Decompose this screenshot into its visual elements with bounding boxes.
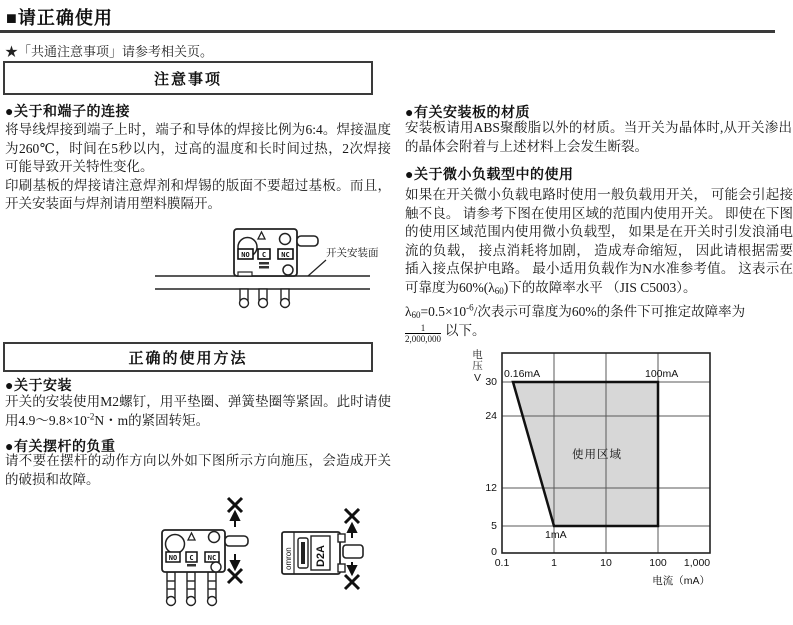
- annotation-016ma: 0.16mA: [504, 368, 541, 380]
- micro-load-text-2: )下的故障率水平 （JIS C5003）。: [503, 279, 697, 295]
- installation-text-1: 开关的安装使用M2螺钉，用平垫圈、弹簧垫圈等紧固。此时请使用4.9～9.8×10: [5, 394, 391, 428]
- terminal-c-label: C: [189, 554, 194, 562]
- installation-text-2: N・m的紧固转矩。: [94, 412, 210, 428]
- x-mark-icon: [345, 575, 359, 589]
- formula-text-3: 以下。: [445, 323, 486, 338]
- heading-installation: ●关于安装: [5, 377, 72, 393]
- slot-bar: [301, 542, 305, 564]
- x-tick-10: 10: [600, 557, 612, 569]
- fraction-1-over-2000000: [405, 323, 441, 345]
- usage-area-chart: [455, 345, 793, 595]
- section-box-notice: [3, 61, 373, 95]
- terminal-c-label: C: [261, 251, 267, 259]
- page-title: ■请正确使用: [6, 8, 113, 28]
- heading-terminal-connection: ●关于和端子的连接: [5, 103, 130, 119]
- fraction-numerator: 1: [405, 323, 441, 334]
- switch-foot: [238, 272, 252, 276]
- arrow-up-icon: [348, 524, 356, 532]
- x-tick-100: 100: [649, 557, 667, 569]
- star-note: ★「共通注意事项」请参考相关页。: [5, 44, 214, 59]
- title-rule: [0, 30, 775, 33]
- paragraph-board-material: [405, 119, 792, 156]
- arrow-down-icon: [231, 561, 239, 569]
- heading-micro-load: ●关于微小负载型中的使用: [405, 166, 574, 182]
- terminal-nc-label: NC: [281, 251, 290, 259]
- y-tick-30: 30: [485, 376, 497, 388]
- paragraph-text: 安装板请用ABS聚酸脂以外的材质。当开关为晶体时,从开关渗出的晶体会附着与上述材料上会发生断裂。: [405, 120, 792, 154]
- switch-hole: [166, 535, 185, 554]
- section-box-usage-label: 正确的使用方法: [128, 349, 248, 367]
- paragraph-lever-load: [5, 452, 391, 489]
- switch-pins: [240, 289, 290, 308]
- paragraph-text: [5, 393, 391, 430]
- section-box-notice-label: 注意事项: [153, 70, 222, 88]
- figure-lever-load: [130, 492, 410, 617]
- terminal-mark: [259, 266, 269, 269]
- switch-foot-circle: [283, 265, 293, 275]
- heading-board-material: ●有关安装板的材质: [405, 104, 530, 120]
- switch-foot-circle: [211, 562, 221, 572]
- heading-lever-load: ●有关摆杆的负重: [5, 438, 116, 454]
- terminal-no-label: NO: [168, 554, 178, 562]
- y-tick-0: 0: [491, 546, 497, 558]
- mounting-tab: [338, 564, 345, 572]
- y-tick-12: 12: [485, 482, 497, 494]
- switch-pins: [167, 572, 217, 606]
- terminal-mark: [187, 564, 196, 567]
- lever-load-drawing: [130, 492, 410, 617]
- actuator-lever: [343, 545, 363, 558]
- paragraph-text: 印刷基板的焊接请注意焊剂和焊锡的版面不要超过基板。而且，开关安装面与焊剂请用塑料膜隔开。: [5, 177, 391, 211]
- paragraph-text: 请不要在摆杆的动作方向以外如下图所示方向施压，会造成开关的破损和故障。: [5, 453, 391, 487]
- mounting-surface-label: 开关安装面: [326, 247, 379, 259]
- x-axis-label: 电流（mA）: [652, 575, 710, 587]
- paragraph-terminal-connection: [5, 121, 391, 214]
- switch-hole-small: [280, 234, 291, 245]
- micro-load-text-1: 如果在开关微小负载电路时使用一般负载用开关， 可能会引起接触不良。 请参考下图在使用区域的范围内使用开关。 即使在下图的使用区域范围内使用微小负载型， 如果是在开关时引发浪涌电流的负载， 接点消耗将加剧， 造成寿命缩短， 因此请根据需要插入接点保护电路。 最小适用负载作为N水准参考值。 这表示在可靠度为60%(λ: [405, 187, 793, 295]
- formula-line-2: [405, 319, 793, 344]
- arrow-down-icon: [348, 566, 356, 574]
- usage-region-label: 使用区域: [572, 449, 622, 461]
- lambda-subscript: 60: [494, 285, 504, 296]
- switch-mounting-drawing: [150, 222, 398, 340]
- mounting-tab: [338, 534, 345, 542]
- formula-text-2: /次表示可靠度为60%的条件下可推定故障率为: [473, 304, 746, 319]
- arrow-up-icon: [231, 512, 239, 520]
- terminal-mark: [259, 262, 269, 265]
- annotation-100ma: 100mA: [645, 368, 679, 380]
- annotation-1ma: 1mA: [545, 529, 567, 541]
- paragraph-micro-load: [405, 186, 793, 297]
- terminal-labels: [238, 249, 293, 259]
- paragraph-text: [405, 186, 793, 297]
- lambda-symbol: λ: [405, 304, 412, 319]
- terminal-nc-label: NC: [207, 554, 217, 562]
- section-box-usage: [3, 342, 373, 372]
- paragraph-installation: [5, 393, 391, 430]
- actuator-lever: [297, 236, 318, 246]
- formula-text-1: =0.5×10: [420, 304, 467, 319]
- figure-switch-mounting: [150, 222, 398, 340]
- switch-hole-small: [209, 532, 220, 543]
- leader-line: [308, 260, 326, 276]
- y-axis-label: 电压: [472, 349, 483, 372]
- y-axis-unit: V: [473, 372, 481, 384]
- actuator-lever: [225, 536, 248, 546]
- x-mark-icon: [345, 509, 359, 523]
- model-label: D2A: [315, 544, 327, 567]
- fraction-denominator: 2,000,000: [405, 334, 441, 344]
- x-tick-1: 1: [551, 557, 557, 569]
- x-tick-1000: 1,000: [683, 557, 711, 569]
- y-tick-5: 5: [491, 520, 497, 532]
- paragraph-text: 将导线焊接到端子上时，端子和导体的焊接比例为6:4。焊接温度为260℃，时间在5秒以内，过高的温度和长时间过热，2次焊接可能导致开关特性变化。: [5, 122, 391, 174]
- x-tick-0p1: 0.1: [494, 557, 510, 569]
- torque-exponent: -2: [86, 411, 95, 421]
- brand-label: omron: [284, 547, 293, 570]
- lambda-subscript: 60: [411, 310, 421, 320]
- y-tick-24: 24: [485, 410, 497, 422]
- exponent: -6: [466, 302, 474, 313]
- terminal-no-label: NO: [241, 251, 250, 259]
